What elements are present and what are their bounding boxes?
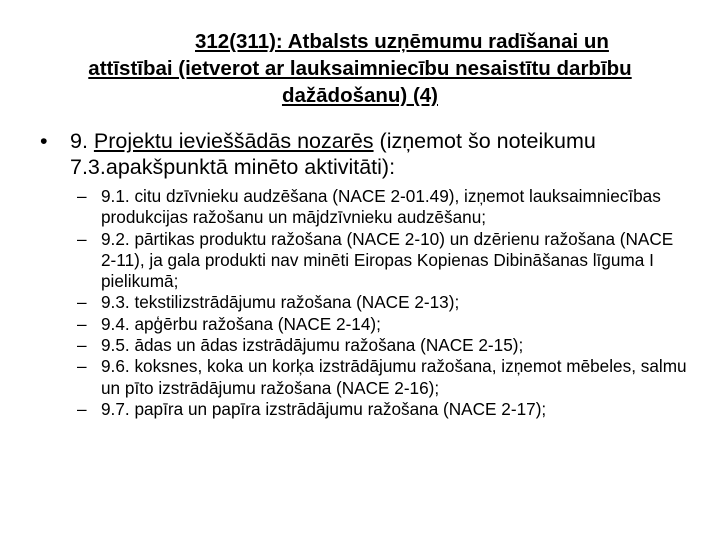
list-item-text: 9.1. citu dzīvnieku audzēšana (NACE 2-01.49), izņemot lauksaimniecības produkcijas ražošanu un mājdzīvnieku audzēšanu;: [101, 186, 661, 228]
dash-marker: –: [77, 335, 87, 356]
title-line-2: attīstībai (ietverot ar lauksaimniecību nesaistītu darbību: [88, 57, 632, 80]
list-item: [77, 399, 690, 420]
list-item: [77, 292, 690, 313]
list-item: [77, 356, 690, 399]
title-line-3: dažādošanu) (4): [281, 84, 439, 107]
dash-marker: –: [77, 186, 87, 206]
dash-marker: –: [77, 398, 87, 419]
main-bullet-underlined: Projektu ievieššādās nozarēs: [93, 129, 374, 153]
main-bullet-prefix: 9.: [70, 129, 94, 153]
list-item: [77, 314, 690, 335]
main-bullet: [40, 128, 690, 180]
bullet-marker: •: [40, 129, 48, 153]
dash-marker: –: [77, 292, 87, 313]
list-item-text: 9.6. koksnes, koka un korķa izstrādājumu ražošana, izņemot mēbeles, salmu un pīto izstrādājumu ražošana (NACE 2-16);: [101, 356, 687, 398]
main-bullet-suffix: (izņemot šo noteikumu 7.3.apakšpunktā minēto aktivitāti):: [70, 129, 596, 179]
title-line-1: 312(311): Atbalsts uzņēmumu radīšanai un: [195, 30, 609, 53]
list-item: [77, 335, 690, 356]
list-item-text: 9.4. apģērbu ražošana (NACE 2-14);: [101, 313, 381, 334]
list-item-text: 9.5. ādas un ādas izstrādājumu ražošana (NACE 2-15);: [101, 335, 524, 356]
dash-marker: –: [77, 313, 87, 334]
list-item: [77, 186, 690, 229]
slide-content: [40, 128, 690, 436]
list-item-text: 9.7. papīra un papīra izstrādājumu ražošana (NACE 2-17);: [101, 398, 547, 419]
sub-list: [77, 186, 690, 420]
slide-title: [30, 28, 690, 109]
list-item-text: 9.3. tekstilizstrādājumu ražošana (NACE 2-13);: [101, 292, 460, 313]
list-item: [77, 229, 690, 293]
dash-marker: –: [77, 228, 87, 249]
list-item-text: 9.2. pārtikas produktu ražošana (NACE 2-10) un dzērienu ražošana (NACE 2-11), ja gala produkti nav minēti Eiropas Kopienas Dibināšanas līguma I pielikumā;: [101, 228, 674, 292]
dash-marker: –: [77, 356, 87, 377]
